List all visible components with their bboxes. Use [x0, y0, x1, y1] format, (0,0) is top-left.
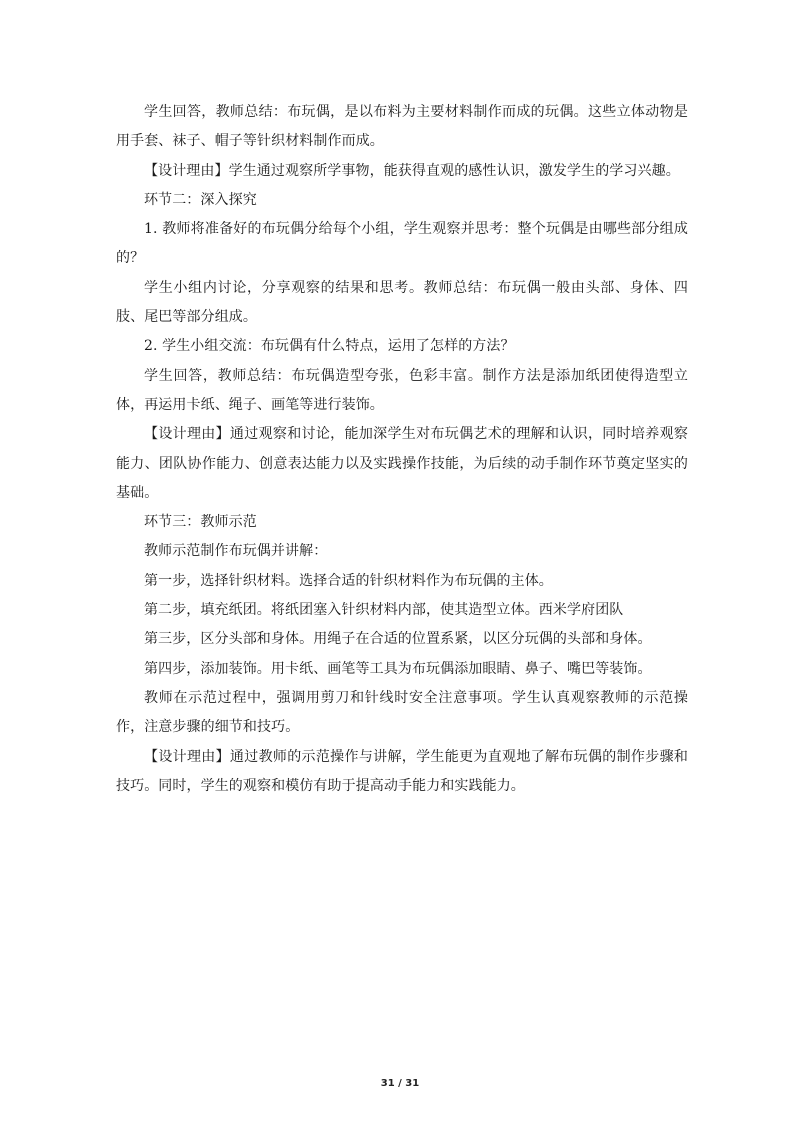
paragraph-16: 【设计理由】通过教师的示范操作与讲解，学生能更为直观地了解布玩偶的制作步骤和技巧。同时，学生的观察和模仿有助于提高动手能力和实践能力。 — [116, 748, 688, 794]
section-heading-3: 环节三：教师示范 — [144, 514, 257, 531]
paragraph-5: 学生小组内讨论，分享观察的结果和思考。教师总结：布玩偶一般由头部、身体、四肢、尾巴等部分组成。 — [116, 279, 688, 326]
step-2: 第二步，填充纸团。将纸团塞入针织材料内部，使其造型立体。西米学府团队 — [144, 602, 624, 619]
step-3: 第三步，区分头部和身体。用绳子在合适的位置系紧，以区分玩偶的头部和身体。 — [144, 631, 652, 648]
paragraph-7: 学生回答，教师总结：布玩偶造型夸张，色彩丰富。制作方法是添加纸团使得造型立体，再运用卡纸、绳子、画笔等进行装饰。 — [116, 367, 688, 413]
paragraph-4: 1. 教师将准备好的布玩偶分给每个小组，学生观察并思考：整个玩偶是由哪些部分组成的？ — [116, 221, 688, 267]
paragraph-15: 教师在示范过程中，强调用剪刀和针线时安全注意事项。学生认真观察教师的示范操作，注意步骤的细节和技巧。 — [116, 689, 688, 736]
step-4: 第四步，添加装饰。用卡纸、画笔等工具为布玩偶添加眼睛、鼻子、嘴巴等装饰。 — [144, 660, 652, 677]
page-number: 31 / 31 — [380, 1078, 420, 1089]
paragraph-1: 学生回答，教师总结：布玩偶，是以布料为主要材料制作而成的玩偶。这些立体动物是用手套、袜子、帽子等针织材料制作而成。 — [116, 104, 688, 150]
section-heading-2: 环节二：深入探究 — [144, 191, 257, 208]
paragraph-6: 2. 学生小组交流：布玩偶有什么特点，运用了怎样的方法？ — [144, 338, 515, 355]
step-1: 第一步，选择针织材料。选择合适的针织材料作为布玩偶的主体。 — [144, 572, 553, 589]
paragraph-2: 【设计理由】学生通过观察所学事物，能获得直观的感性认识，激发学生的学习兴趣。 — [144, 162, 680, 179]
paragraph-10: 教师示范制作布玩偶并讲解： — [144, 543, 328, 560]
paragraph-8: 【设计理由】通过观察和讨论，能加深学生对布玩偶艺术的理解和认识，同时培养观察能力、团队协作能力、创意表达能力以及实践操作技能，为后续的动手制作环节奠定坚实的基础。 — [116, 426, 688, 501]
page-body — [116, 98, 688, 801]
